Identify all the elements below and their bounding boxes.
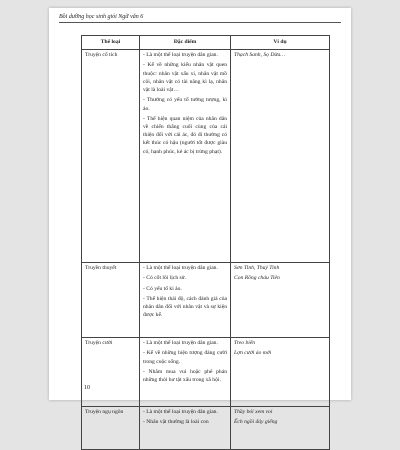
feature-item: - Kể về những kiểu nhân vật quen thuộc: nhân vật xấu xí, nhân vật mồ côi, nhân vật có tài năng kì lạ, nhân vật là loài vật…: [143, 62, 227, 94]
feature-item: - Nhằm mua vui hoặc phê phán những thói hư tật xấu trong xã hội.: [143, 368, 227, 384]
genre-table: [81, 35, 330, 450]
column-header-features: Đặc điểm: [140, 36, 231, 50]
column-header-genre: Thể loại: [82, 36, 140, 50]
features-cell: [140, 50, 231, 263]
running-header: Bồi dưỡng học sinh giỏi Ngữ văn 6: [59, 14, 144, 20]
header-rule: [59, 22, 341, 23]
example-item: Thạch Sanh, Sọ Dừa…: [234, 52, 286, 59]
feature-item: - Có cốt lõi lịch sử.: [143, 275, 187, 282]
example-item: Thầy bói xem voi: [234, 409, 273, 416]
book-page: [49, 8, 351, 426]
examples-cell: [231, 263, 330, 338]
genre-cell: Truyện cười: [82, 338, 140, 407]
features-cell: [140, 263, 231, 338]
example-item: Sơn Tinh, Thuỷ Tinh: [234, 265, 280, 272]
table-row: [82, 50, 330, 263]
examples-cell: [231, 407, 330, 450]
genre-cell: Truyền thuyết: [82, 263, 140, 338]
feature-item: - Nhân vật thường là loài con: [143, 419, 209, 426]
features-cell: [140, 338, 231, 407]
feature-item: - Là một thể loại truyện dân gian.: [143, 340, 218, 347]
table-row: [82, 407, 330, 450]
examples-cell: [231, 50, 330, 263]
feature-item: - Thường có yếu tố tưởng tượng, kì ảo.: [143, 97, 227, 112]
feature-item: - Thể hiện quan niệm của nhân dân về chiến thắng cuối cùng của cái thiện đối với cái ác, đó đi thường có kết thúc có hậu (người tốt được giàu có, hạnh phúc, kẻ ác bị trừng phạt).: [143, 115, 227, 155]
genre-cell: Truyện cổ tích: [82, 50, 140, 263]
genre-cell: Truyện ngụ ngôn: [82, 407, 140, 450]
example-item: Lợn cưới áo mới: [234, 350, 272, 357]
feature-item: - Kể về những hiện tượng đáng cười trong cuộc sống.: [143, 350, 227, 365]
example-item: Con Rồng cháu Tiên: [234, 275, 280, 282]
column-header-examples: Ví dụ: [231, 36, 330, 50]
feature-item: - Là một thể loại truyện dân gian.: [143, 265, 218, 272]
table-header-row: [82, 36, 330, 50]
features-cell: [140, 407, 231, 450]
example-item: Treo biển: [234, 340, 256, 347]
feature-item: - Là một thể loại truyện dân gian.: [143, 409, 218, 416]
table-row: [82, 338, 330, 407]
examples-cell: [231, 338, 330, 407]
table-row: [82, 263, 330, 338]
example-item: Ếch ngồi đáy giếng: [234, 419, 278, 426]
page-number: 10: [84, 385, 90, 391]
feature-item: - Là một thể loại truyện dân gian.: [143, 52, 218, 59]
feature-item: - Thể hiện thái độ, cách đánh giá của nhân dân đối với nhân vật và sự kiện được kể.: [143, 295, 227, 319]
feature-item: - Có yếu tố kì ảo.: [143, 285, 182, 292]
